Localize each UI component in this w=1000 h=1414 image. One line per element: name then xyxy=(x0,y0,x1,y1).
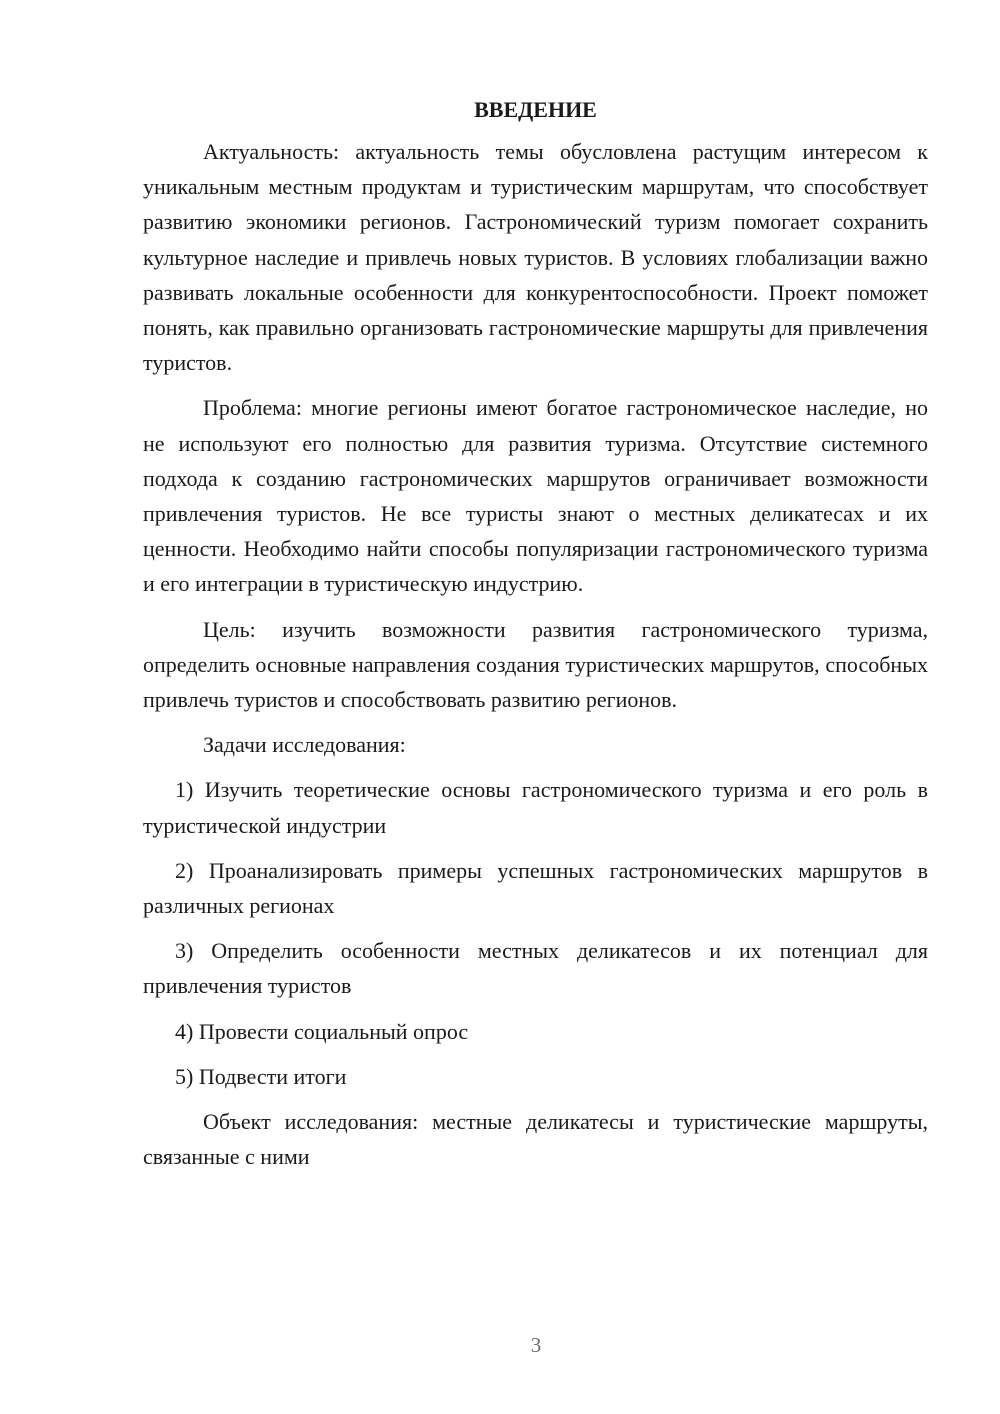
task-item-3: 3) Определить особенности местных деликатесов и их потенциал для привлечения туристов xyxy=(143,938,928,999)
paragraph-tasks-heading: Задачи исследования: xyxy=(203,732,406,758)
page-number: 3 xyxy=(530,1333,542,1357)
task-item-5: 5) Подвести итоги xyxy=(175,1063,347,1089)
paragraph-goal: Цель: изучить возможности развития гастрономического туризма, определить основные направления создания туристических маршрутов, способных привлечь туристов и способствовать развитию регионов. xyxy=(143,616,928,713)
paragraph-object: Объект исследования: местные деликатесы и туристические маршруты, связанные с ними xyxy=(143,1109,928,1170)
paragraph-problem: Проблема: многие регионы имеют богатое гастрономическое наследие, но не используют его полностью для развития туризма. Отсутствие системного подхода к созданию гастрономических маршрутов ограничивает возможности привлечения туристов. Не все туристы знают о местных деликатесах и их ценности. Необходимо найти способы популяризации гастрономического туризма и его интеграции в туристическую индустрию. xyxy=(143,395,928,597)
task-item-4: 4) Провести социальный опрос xyxy=(175,1018,469,1044)
task-item-2: 2) Проанализировать примеры успешных гастрономических маршрутов в различных регионах xyxy=(143,857,928,919)
task-item-1: 1) Изучить теоретические основы гастрономического туризма и его роль в туристической индустрии xyxy=(143,777,928,838)
page-title: ВВЕДЕНИЕ xyxy=(474,97,597,122)
paragraph-relevance: Актуальность: актуальность темы обусловлена растущим интересом к уникальным местным продуктам и туристическим маршрутам, что способствует развитию экономики регионов. Гастрономический туризм помогает сохранить культурное наследие и привлечь новых туристов. В условиях глобализации важно развивать локальные особенности для конкурентоспособности. Проект поможет понять, как правильно организовать гастрономические маршруты для привлечения туристов. xyxy=(143,139,928,376)
document-page xyxy=(143,94,928,1184)
